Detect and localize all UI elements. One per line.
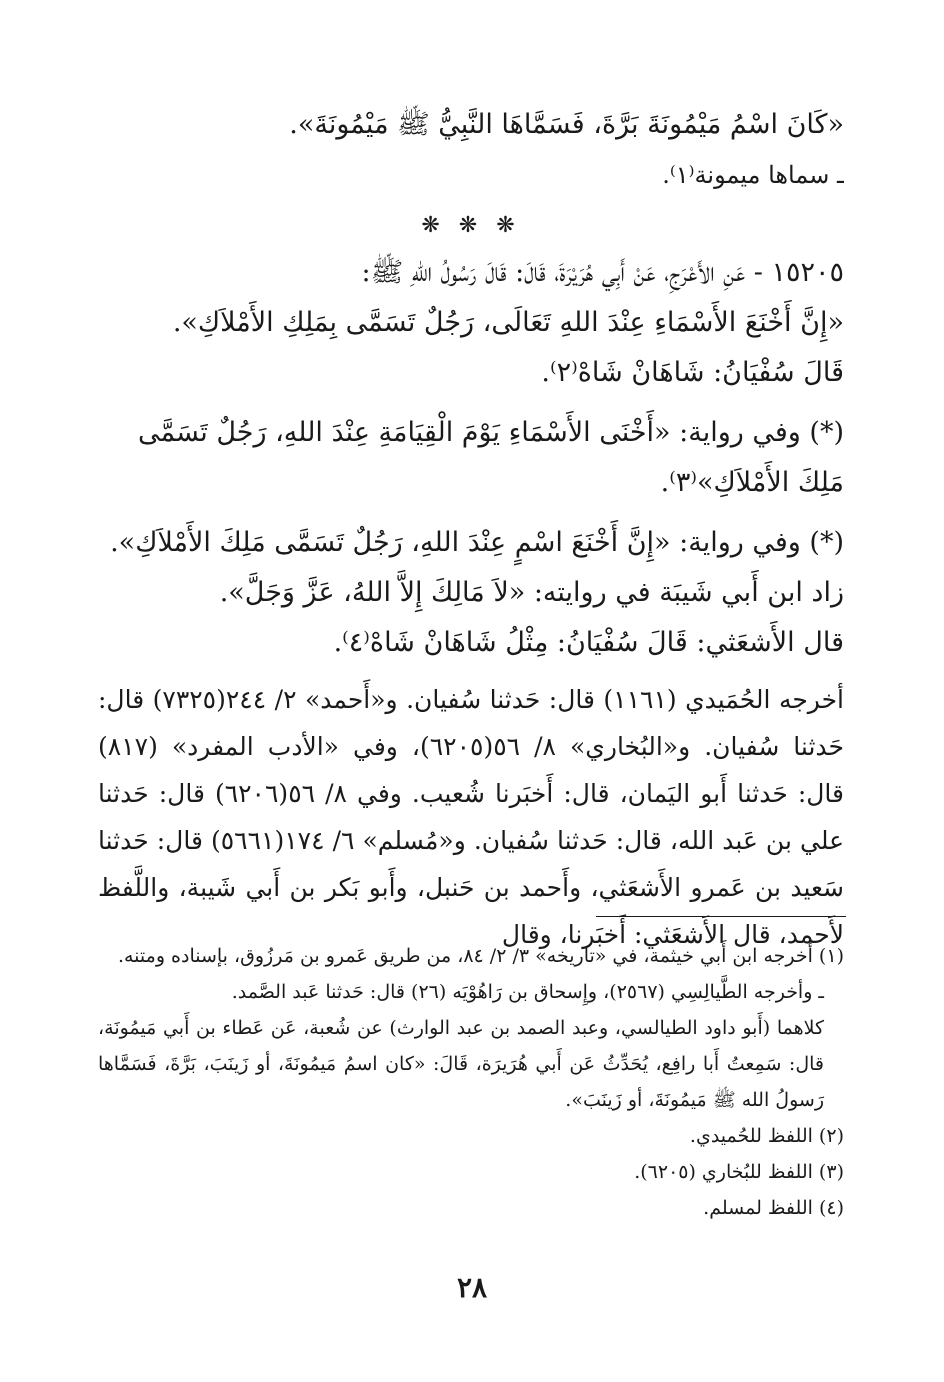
- ashaathi-line: قال الأَشعَثي: قَالَ سُفْيَانُ: مِثْلُ شَاهَانْ شَاهْ⁽٤⁾.: [333, 627, 844, 658]
- footnote-4: (٤) اللفظ لمسلم.: [703, 1197, 844, 1219]
- hadith-number-line: ١٥٢٠٥ - عَنِ الأَعْرَجِ، عَنْ أَبِي هُرَيْرَةَ، قَالَ: قَالَ رَسُولُ اللهِ ﷺ:: [361, 257, 844, 288]
- naming-line: ـ سماها ميمونة⁽١⁾.: [662, 161, 844, 189]
- footnote-2: (٢) اللفظ للحُميدي.: [689, 1125, 844, 1147]
- riwaya-paragraph-2: (*) وفي رواية: «إِنَّ أَخْنَعَ اسْمٍ عِنْدَ اللهِ، رَجُلٌ تَسَمَّى مَلِكَ الأَمْلاَكِ».: [110, 527, 844, 558]
- footnote-1: (١) أخرجه ابن أَبي خيثمة، في «تاريخه» ٣/ ٢/ ٨٤، من طريق عَمرو بن مَرزُوق، بإسناده ومتنه.: [117, 945, 844, 967]
- takhrij-paragraph: أخرجه الحُمَيدي (١١٦١) قال: حَدثنا سُفيان. و«أَحمد» ٢/ ٢٤٤(٧٣٢٥) قال: حَدثنا سُفيان. و«البُخاري» ٨/ ٥٦(٦٢٠٥)، وفي «الأدب المفرد» (٨١٧) قال: حَدثنا أَبو اليَمان، قال: أَخبَرنا شُعيب. وفي ٨/ ٥٦(٦٢٠٦) قال: حَدثنا علي بن عَبد الله، قال: حَدثنا سُفيان. و«مُسلم» ٦/ ١٧٤(٥٦٦١) قال: حَدثنا سَعيد بن عَمرو الأَشعَثي، وأَحمد بن حَنبل، وأَبو بَكر بن أَبي شَيبة، واللَّفظ لأَحمد، قال الأَشعَثي: أَخبَرنا، وقال: [98, 685, 845, 949]
- footnotes: [98, 938, 844, 1226]
- zad-line: زاد ابن أَبي شَيبَة في روايته: «لاَ مَالِكَ إِلاَّ اللهُ، عَزَّ وَجَلَّ».: [219, 577, 844, 608]
- footnote-3: (٣) اللفظ للبُخاري (٦٢٠٥).: [634, 1161, 844, 1183]
- footnote-1-continued: ـ وأخرجه الطَّيالِسِي (٢٥٦٧)، وإِسحاق بن رَاهُوْيَه (٢٦) قال: حَدثنا عَبد الصَّمد.: [231, 981, 824, 1003]
- footnote-divider: [596, 916, 846, 917]
- quote-line: «كَانَ اسْمُ مَيْمُونَةَ بَرَّةَ، فَسَمَّاهَا النَّبِيُّ ﷺ مَيْمُونَةَ».: [289, 109, 844, 140]
- hadith-text-line: «إِنَّ أَخْنَعَ الأَسْمَاءِ عِنْدَ اللهِ تَعَالَى، رَجُلٌ تَسَمَّى بِمَلِكِ الأَمْلاَكِ».: [172, 307, 844, 338]
- section-separator: ❋ ❋ ❋: [421, 213, 521, 238]
- footnote-1-matn: كلاهما (أَبو داود الطيالسي، وعبد الصمد بن عبد الوارث) عن شُعبة، عَن عَطاء بن أَبي مَيمُونَة، قال: سَمِعتُ أَبا رافِع، يُحَدِّثُ عَن أَبي هُرَيرَة، قَالَ: «كان اسمُ مَيمُونَةَ، أو زَينَبَ، بَرَّةَ، فَسَمَّاها رَسولُ الله ﷺ مَيمُونَةَ، أو زَينَبَ».: [98, 1017, 824, 1111]
- sufyan-line: قَالَ سُفْيَانُ: شَاهَانْ شَاهْ⁽٢⁾.: [541, 357, 844, 388]
- riwaya-paragraph-1: (*) وفي رواية: «أَخْنَى الأَسْمَاءِ يَوْمَ الْقِيَامَةِ عِنْدَ اللهِ، رَجُلٌ تَسَمَّى مَلِكَ الأَمْلاَكِ»⁽٣⁾.: [138, 417, 844, 498]
- page-number: ٢٨: [456, 1271, 488, 1304]
- main-text: [98, 100, 844, 958]
